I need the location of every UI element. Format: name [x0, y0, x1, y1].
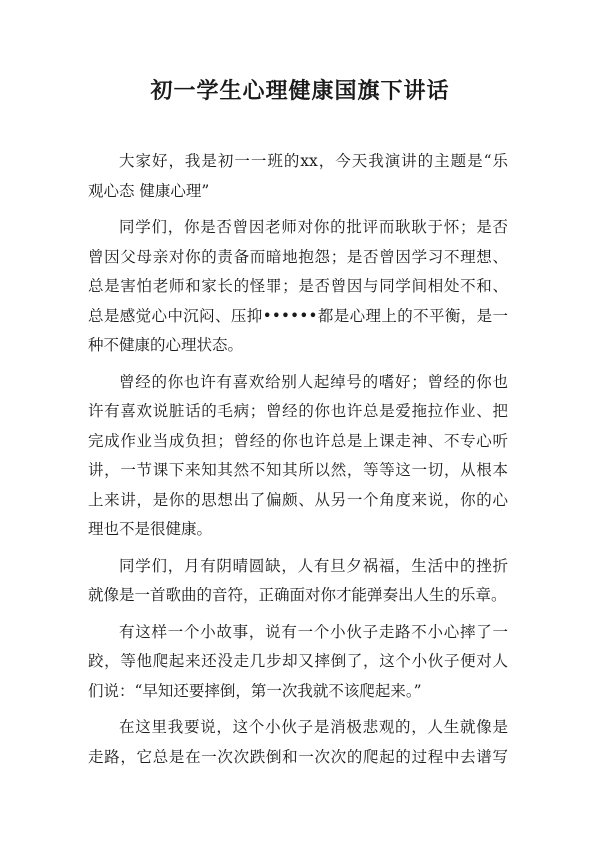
paragraph-1	[88, 147, 508, 206]
paragraph-line: 就像是一首歌曲的音符，正确面对你才能弹奏出人生的乐章。	[88, 586, 507, 604]
paragraph-line: 在这里我要说，这个小伙子是消极悲观的，人生就像是	[119, 718, 508, 736]
paragraph-line: 许有喜欢说脏话的毛病；曾经的你也许总是爱拖拉作业、把	[88, 402, 508, 420]
paragraph-line: 同学们，你是否曾因老师对你的批评而耿耿于怀；是否	[119, 218, 508, 236]
paragraph-line: 讲，一节课下来知其然不知其所以然，等等这一切，从根本	[88, 461, 508, 479]
paragraph-line: 跤，等他爬起来还没走几步却又摔倒了，这个小伙子便对人	[88, 652, 508, 670]
paragraph-2	[88, 213, 508, 361]
paragraph-line: 上来讲，是你的思想出了偏颇、从另一个角度来说，你的心	[88, 490, 508, 509]
paragraph-line: 有这样一个小故事，说有一个小伙子走路不小心摔了一	[119, 622, 508, 641]
paragraph-line: 们说：“早知还要摔倒，第一次我就不该爬起来。”	[88, 681, 422, 700]
paragraph-line: 曾因父母亲对你的责备而暗地抱怨；是否曾因学习不理想、	[88, 247, 508, 266]
paragraph-line: 理也不是很健康。	[88, 520, 213, 538]
paragraph-6	[88, 713, 508, 772]
speech-body	[88, 147, 508, 779]
paragraph-line: 走路，它总是在一次次跌倒和一次次的爬起的过程中去谱写	[88, 747, 508, 766]
paragraph-line: 曾经的你也许有喜欢给别人起绰号的嗜好；曾经的你也	[119, 372, 508, 391]
paragraph-line: 总是害怕老师和家长的怪罪；是否曾因与同学间相处不和、	[88, 277, 508, 295]
paragraph-line: 同学们，月有阴晴圆缺，人有旦夕祸福，生活中的挫折	[119, 556, 508, 575]
page-title: 初一学生心理健康国旗下讲话	[150, 78, 450, 104]
paragraph-5	[88, 618, 508, 707]
paragraph-line: 总是感觉心中沉闷、压抑••••••都是心理上的不平衡，是一	[88, 306, 508, 325]
paragraph-line: 完成作业当成负担；曾经的你也许总是上课走神、不专心听	[88, 431, 508, 450]
paragraph-line: 观心态 健康心理”	[88, 181, 210, 200]
paragraph-4	[88, 552, 508, 611]
paragraph-line: 大家好，我是初一一班的xx，今天我演讲的主题是“乐	[119, 152, 508, 170]
paragraph-3	[88, 368, 508, 545]
paragraph-line: 种不健康的心理状态。	[88, 336, 244, 354]
